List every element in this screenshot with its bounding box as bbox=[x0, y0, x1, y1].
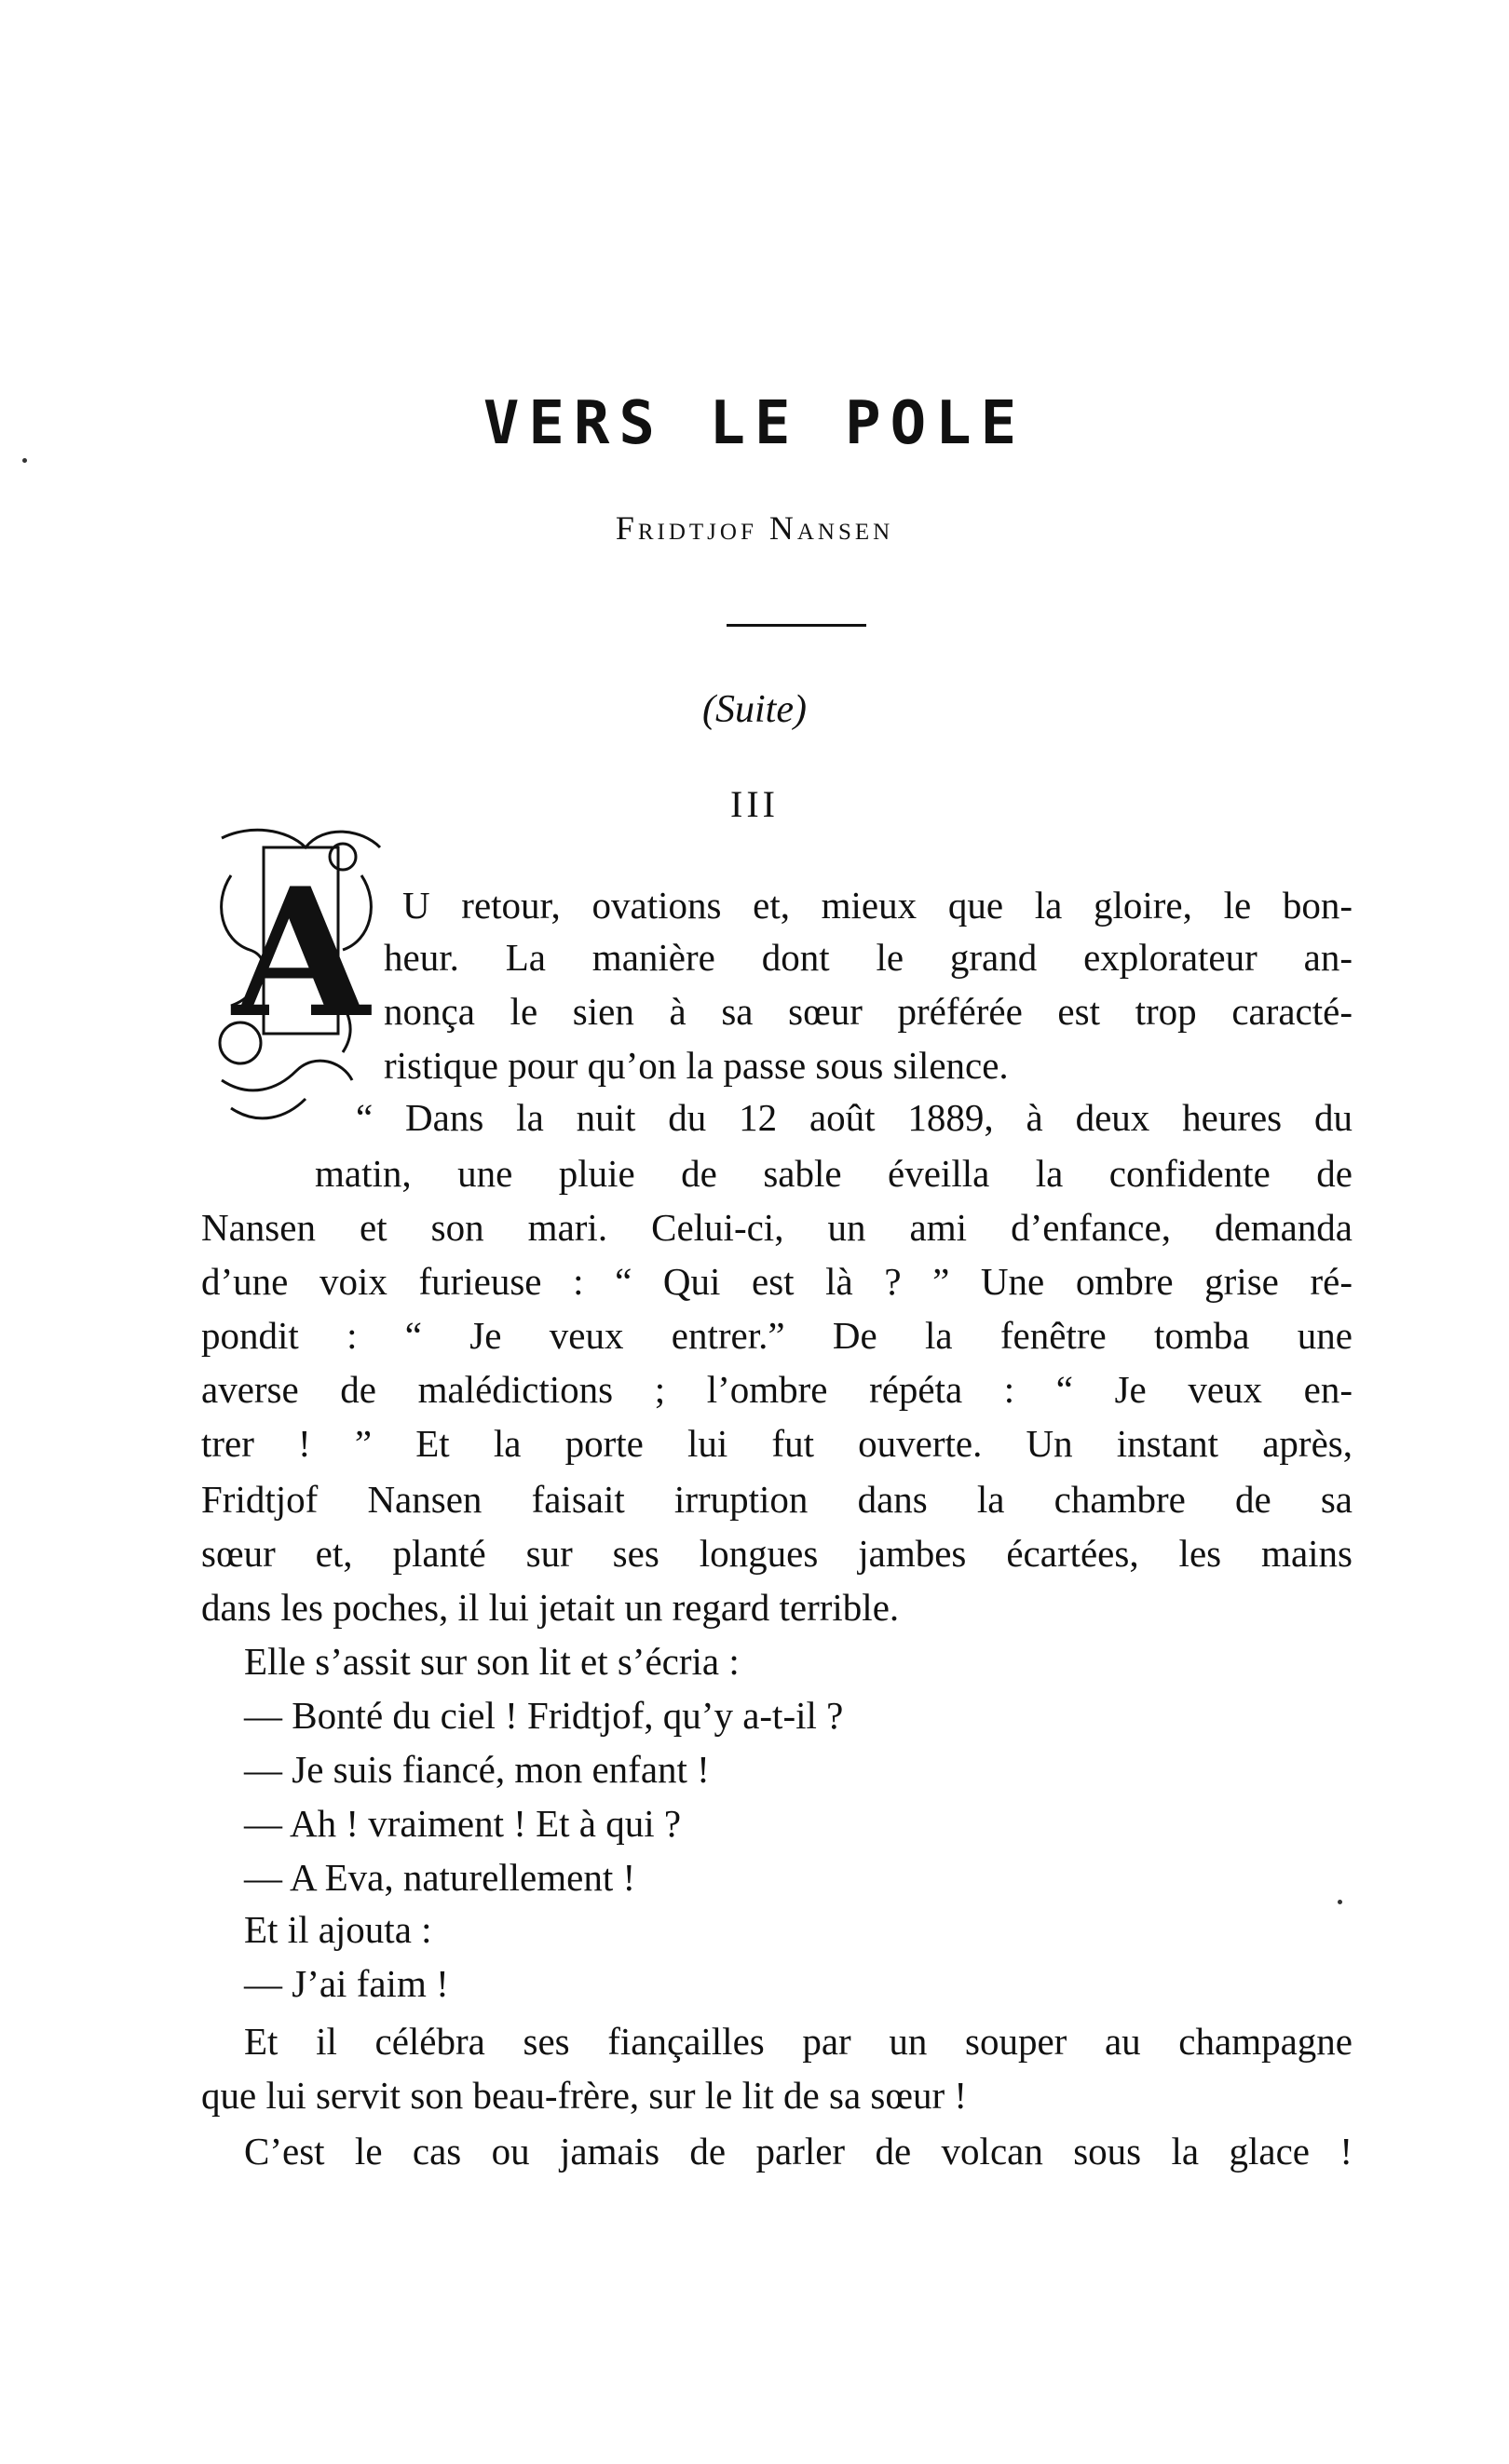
author-name: Fridtjof Nansen bbox=[615, 509, 894, 547]
text-line: Fridtjof Nansen faisait irruption dans la chambre de sa bbox=[201, 1478, 1353, 1521]
text-line: C’est le cas ou jamais de parler de volcan sous la glace ! bbox=[244, 2130, 1353, 2173]
text-line: trer ! ” Et la porte lui fut ouverte. Un instant après, bbox=[201, 1422, 1353, 1465]
text-line: — Ah ! vraiment ! Et à qui ? bbox=[244, 1802, 682, 1845]
text-line: “ Dans la nuit du 12 août 1889, à deux heures du bbox=[356, 1096, 1353, 1139]
text-line: nonça le sien à sa sœur préférée est trop caracté- bbox=[384, 990, 1353, 1033]
text-line: averse de malédictions ; l’ombre répéta : “ Je veux en- bbox=[201, 1368, 1353, 1411]
dropcap-letter: A bbox=[232, 849, 370, 1057]
text-line: que lui servit son beau-frère, sur le lit de sa sœur ! bbox=[201, 2074, 968, 2117]
text-line: Et il ajouta : bbox=[244, 1908, 432, 1951]
text-line: — Je suis fiancé, mon enfant ! bbox=[244, 1748, 710, 1791]
text-line: Nansen et son mari. Celui-ci, un ami d’enfance, demanda bbox=[201, 1206, 1353, 1249]
text-line: heur. La manière dont le grand explorateur an- bbox=[384, 936, 1353, 979]
text-line: sœur et, planté sur ses longues jambes écartées, les mains bbox=[201, 1532, 1353, 1575]
text-line: — Bonté du ciel ! Fridtjof, qu’y a-t-il ? bbox=[244, 1694, 844, 1737]
text-line: — J’ai faim ! bbox=[244, 1962, 449, 2005]
text-line: d’une voix furieuse : “ Qui est là ? ” Une ombre grise ré- bbox=[201, 1260, 1353, 1303]
page-title: VERS LE POLE bbox=[483, 389, 1026, 458]
text-line: Elle s’assit sur son lit et s’écria : bbox=[244, 1640, 740, 1683]
text-line: Et il célébra ses fiançailles par un souper au champagne bbox=[244, 2020, 1353, 2063]
text-line: — A Eva, naturellement ! bbox=[244, 1856, 636, 1899]
text-line: dans les poches, il lui jetait un regard terrible. bbox=[201, 1586, 900, 1629]
text-line: matin, une pluie de sable éveilla la confidente de bbox=[315, 1152, 1353, 1195]
text-line: pondit : “ Je veux entrer.” De la fenêtre tomba une bbox=[201, 1314, 1353, 1357]
suite-label: (Suite) bbox=[702, 688, 807, 731]
text-line: ristique pour qu’on la passe sous silence. bbox=[384, 1044, 1009, 1087]
title-rule bbox=[727, 624, 866, 627]
chapter-number: III bbox=[730, 783, 779, 825]
print-speck bbox=[22, 458, 27, 463]
print-speck bbox=[1338, 1900, 1342, 1904]
text-line: U retour, ovations et, mieux que la gloire, le bon- bbox=[402, 884, 1353, 927]
